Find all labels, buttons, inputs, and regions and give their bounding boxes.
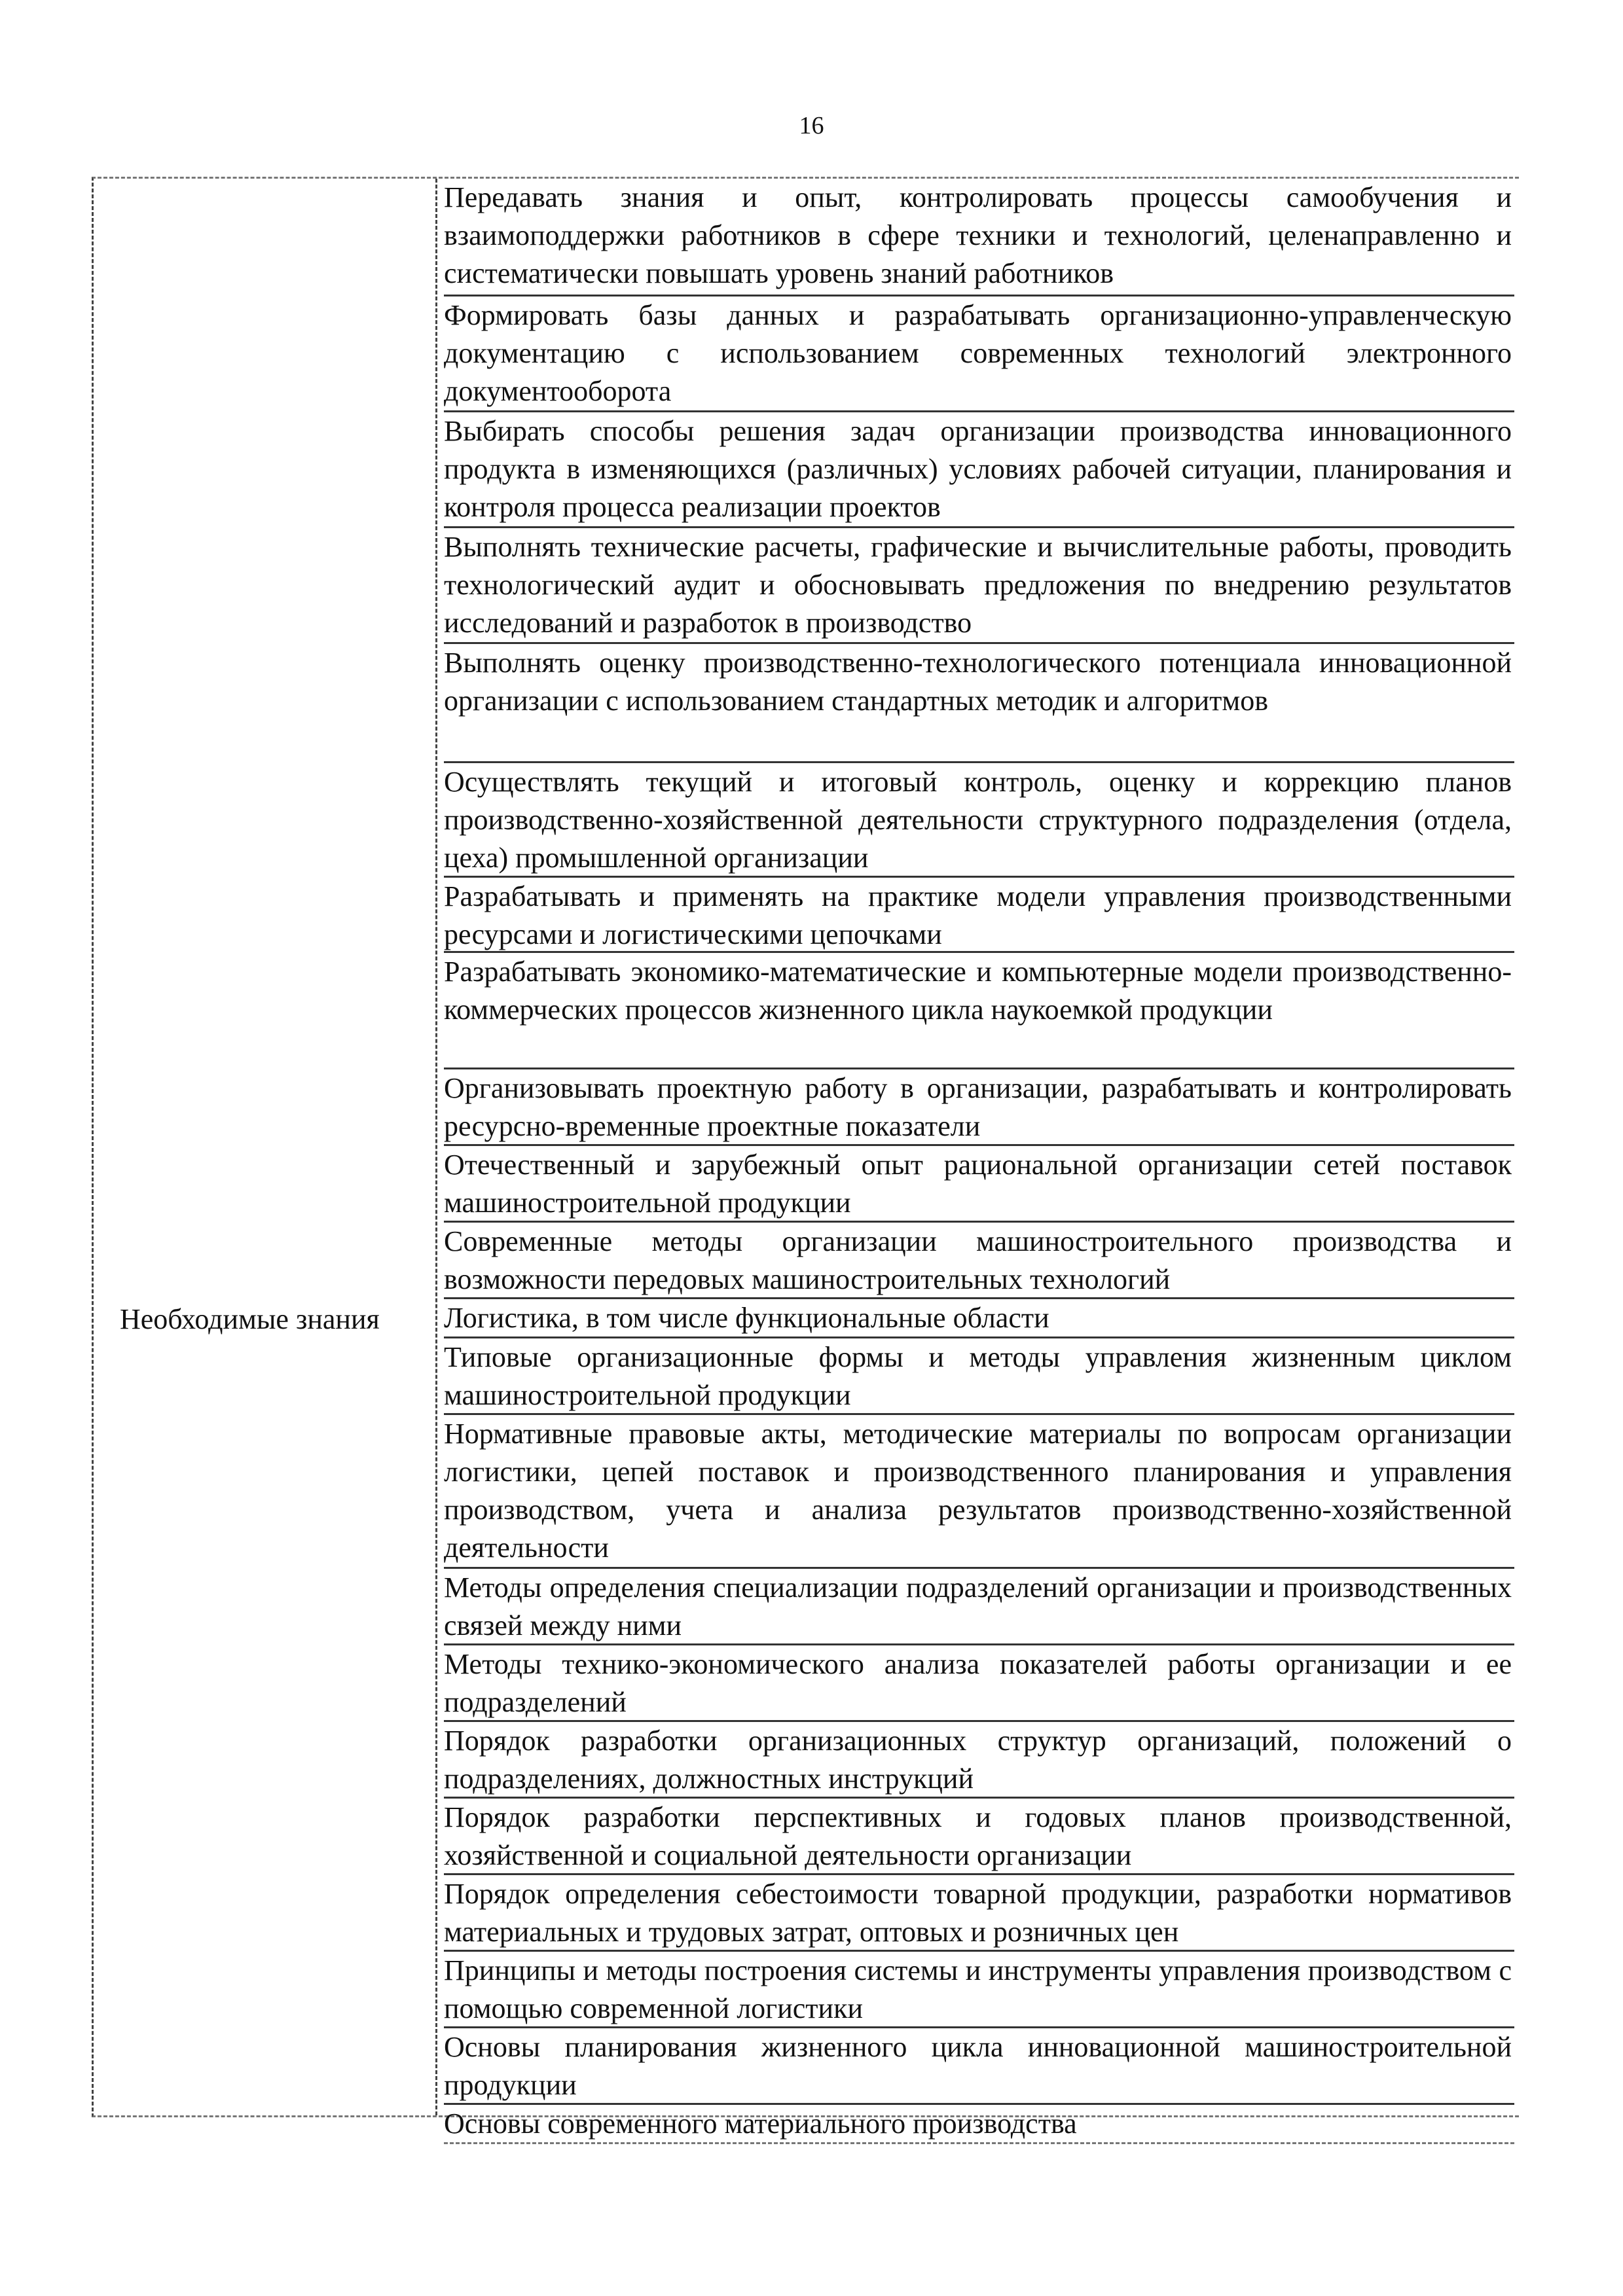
table-row: Типовые организационные формы и методы управления жизненным циклом машиностроительной продукции: [444, 1338, 1514, 1415]
table-row: Принципы и методы построения системы и инструменты управления производством с помощью современной логистики: [444, 1952, 1514, 2028]
table-row: Организовывать проектную работу в организации, разрабатывать и контролировать ресурсно-временные проектные показатели: [444, 1069, 1514, 1146]
table-row: Передавать знания и опыт, контролировать процессы самообучения и взаимоподдержки работников в сфере техники и технологий, целенаправленно и систематически повышать уровень знаний работников: [444, 179, 1514, 296]
table-row: Основы современного материального производства: [444, 2105, 1514, 2144]
table-row: Порядок разработки организационных структур организаций, положений о подразделениях, должностных инструкций: [444, 1722, 1514, 1799]
table-row: Выполнять оценку производственно-технологического потенциала инновационной организации с использованием стандартных методик и алгоритмов: [444, 644, 1514, 763]
table-row: Отечественный и зарубежный опыт рациональной организации сетей поставок машиностроительной продукции: [444, 1146, 1514, 1223]
section-label-necessary-knowledge: Необходимые знания: [120, 1303, 380, 1335]
table-row: Формировать базы данных и разрабатывать организационно-управленческую документацию с использованием современных технологий электронного документооборота: [444, 296, 1514, 412]
table-row: Разрабатывать и применять на практике модели управления производственными ресурсами и логистическими цепочками: [444, 878, 1514, 953]
label-column: [94, 179, 437, 2115]
table-row: Порядок разработки перспективных и годовых планов производственной, хозяйственной и социальной деятельности организации: [444, 1799, 1514, 1875]
page-number: 16: [799, 112, 824, 139]
table-row: Основы планирования жизненного цикла инновационной машиностроительной продукции: [444, 2028, 1514, 2105]
table-row: Нормативные правовые акты, методические материалы по вопросам организации логистики, цепей поставок и производственного планирования и управления производством, учета и анализа результатов производственно-хозяйственной деятельности: [444, 1415, 1514, 1569]
table-row: Современные методы организации машиностроительного производства и возможности передовых машиностроительных технологий: [444, 1223, 1514, 1299]
table-row: Методы определения специализации подразделений организации и производственных связей между ними: [444, 1569, 1514, 1645]
requirements-table: [92, 177, 1519, 2140]
table-row: Разрабатывать экономико-математические и компьютерные модели производственно-коммерческих процессов жизненного цикла наукоемкой продукции: [444, 953, 1514, 1069]
table-row: Выбирать способы решения задач организации производства инновационного продукта в изменяющихся (различных) условиях рабочей ситуации, планирования и контроля процесса реализации проектов: [444, 412, 1514, 528]
table-row: Порядок определения себестоимости товарной продукции, разработки нормативов материальных и трудовых затрат, оптовых и розничных цен: [444, 1875, 1514, 1952]
table-row: Осуществлять текущий и итоговый контроль, оценку и коррекцию планов производственно-хозяйственной деятельности структурного подразделения (отдела, цеха) промышленной организации: [444, 763, 1514, 878]
table-row: Логистика, в том числе функциональные области: [444, 1299, 1514, 1338]
table-row: Методы технико-экономического анализа показателей работы организации и ее подразделений: [444, 1645, 1514, 1722]
table-row: Выполнять технические расчеты, графические и вычислительные работы, проводить технологический аудит и обосновывать предложения по внедрению результатов исследований и разработок в производство: [444, 528, 1514, 644]
items-column: [444, 179, 1514, 2140]
